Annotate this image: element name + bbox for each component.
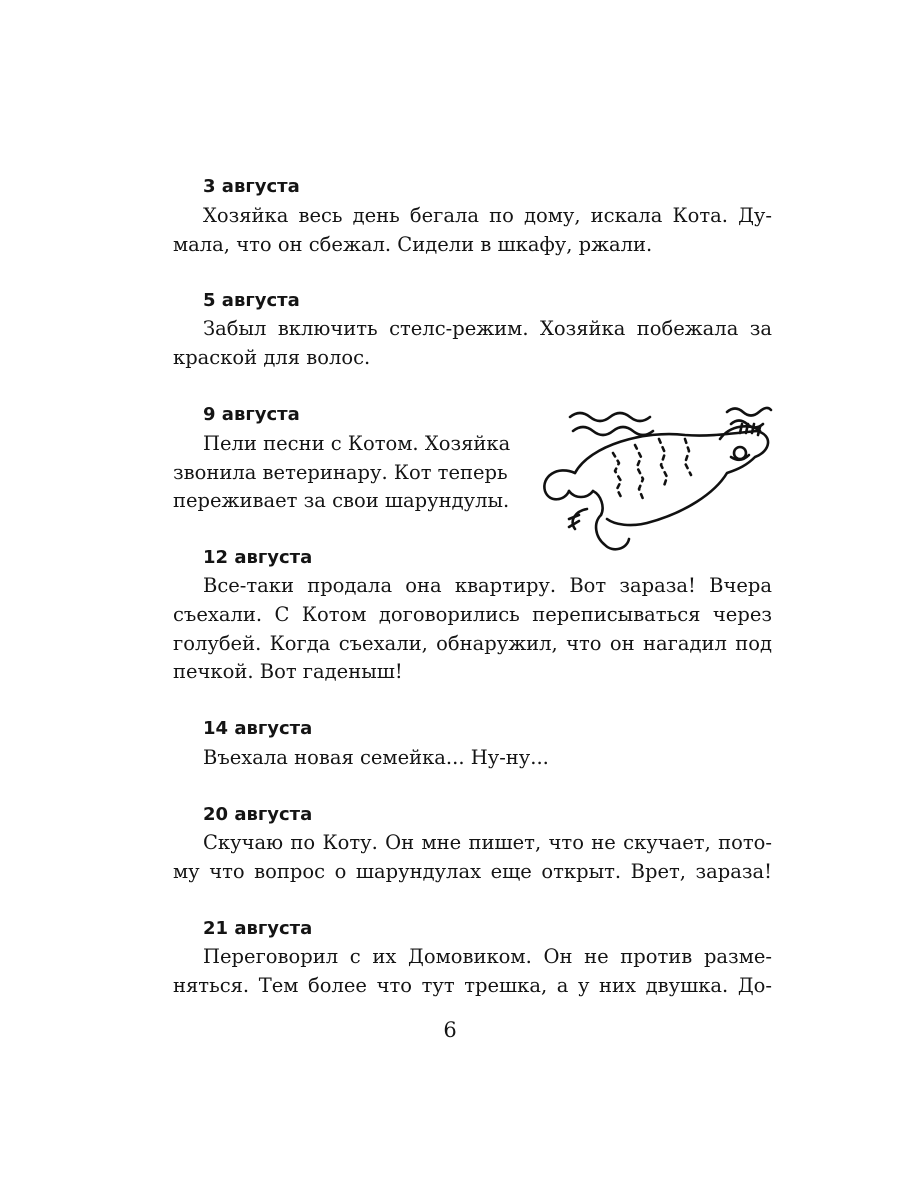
entry-text-line: переживает за свои шарундулы. [173,489,510,512]
entry-text-line: Все-таки продала она квартиру. Вот зараза! Вчера [203,574,772,597]
entry-date: 14 августа [203,718,313,739]
entry-text-line: няться. Тем более что тут трешка, а у них двушка. До- [173,974,772,997]
cat-lying-on-back-icon [535,395,775,560]
entry-text-line: печкой. Вот гаденыш! [173,660,403,683]
entry-text-line: краской для волос. [173,346,371,369]
entry-text-line: звонила ветеринару. Кот теперь [173,461,508,484]
entry-text-line: Въехала новая семейка... Ну-ну... [203,746,549,769]
entry-text-line: Переговорил с их Домовиком. Он не против разме- [203,945,772,968]
entry-date: 12 августа [203,547,313,568]
entry-text-line: голубей. Когда съехали, обнаружил, что он нагадил под [173,632,772,655]
entry-date: 3 августа [203,176,300,197]
entry-text-line: Забыл включить стелс-режим. Хозяйка побежала за [203,317,772,340]
entry-text-line: му что вопрос о шарундулах еще открыт. Врет, зараза! [173,860,772,883]
entry-text-line: Хозяйка весь день бегала по дому, искала Кота. Ду- [203,204,772,227]
entry-text-line: съехали. С Котом договорились переписываться через [173,603,772,626]
entry-date: 20 августа [203,804,313,825]
entry-text-line: Пели песни с Котом. Хозяйка [203,432,511,455]
entry-text-line: мала, что он сбежал. Сидели в шкафу, ржали. [173,233,653,256]
entry-text-line: Скучаю по Коту. Он мне пишет, что не скучает, пото- [203,831,772,854]
page-number: 6 [443,1018,457,1042]
entry-date: 5 августа [203,290,300,311]
entry-date: 21 августа [203,918,313,939]
entry-date: 9 августа [203,404,300,425]
